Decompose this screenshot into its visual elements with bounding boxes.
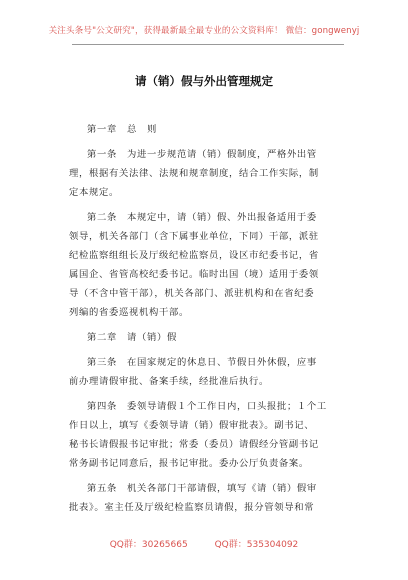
article-2-line-6: 列编的省委巡视机构干部。 xyxy=(69,307,189,318)
article-4-line-2: 作日以上，填写《委领导请（销）假审批表》。副书记、 xyxy=(69,420,315,431)
article-1-line-2: 理，根据有关法律、法规和规章制度，结合工作实际，制 xyxy=(69,168,319,179)
footer-qq-group-2: QQ群：535304092 xyxy=(214,540,299,550)
chapter-heading-1: 第一章 总 则 xyxy=(87,124,157,135)
article-3-line-1: 第三条 在国家规定的休息日、节假日外休假，应事 xyxy=(87,357,317,368)
article-2-line-1: 第二条 本规定中，请（销）假、外出报备适用于委 xyxy=(87,212,317,223)
article-2-line-5: 导（不含中管干部），机关各部门、派驻机构和在省纪委 xyxy=(69,288,315,299)
article-2-line-3: 纪检监察组组长及厅级纪检监察员，设区市纪委书记，省 xyxy=(69,250,319,261)
article-4-line-3: 秘书长请假报书记审批；常委（委员）请假经分管副书记 xyxy=(69,439,319,450)
article-2-line-2: 领导，机关各部门（含下属事业单位，下同）干部，派驻 xyxy=(69,231,319,242)
article-2-line-4: 属国企、省管高校纪委书记。临时出国（境）适用于委领 xyxy=(69,269,319,280)
footer xyxy=(0,537,408,550)
article-1-line-1: 第一条 为进一步规范请（销）假制度，严格外出管 xyxy=(87,149,317,160)
article-1-line-3: 定本规定。 xyxy=(69,187,119,198)
chapter-heading-2: 第二章 请（销）假 xyxy=(87,332,177,343)
article-4-line-4: 常务副书记同意后，报书记审批。委办公厅负责备案。 xyxy=(69,458,309,469)
article-3-line-2: 前办理请假审批、备案手续，经批准后执行。 xyxy=(69,376,269,387)
header-divider xyxy=(72,44,344,45)
header-note: 关注头条号"公文研究"，获得最新最全最专业的公文资料库！ 微信：gongwenyj xyxy=(48,26,360,36)
article-5-line-1: 第五条 机关各部门干部请假，填写《请（销）假审 xyxy=(87,483,317,494)
document-title: 请（销）假与外出管理规定 xyxy=(135,74,273,88)
footer-qq-group-1: QQ群：30265665 xyxy=(109,540,188,550)
article-4-line-1: 第四条 委领导请假１个工作日内，口头报批；１个工 xyxy=(87,401,327,412)
document-body xyxy=(69,120,327,517)
article-5-line-2: 批表》。室主任及厅级纪检监察员请假，报分管领导和常 xyxy=(69,502,315,513)
